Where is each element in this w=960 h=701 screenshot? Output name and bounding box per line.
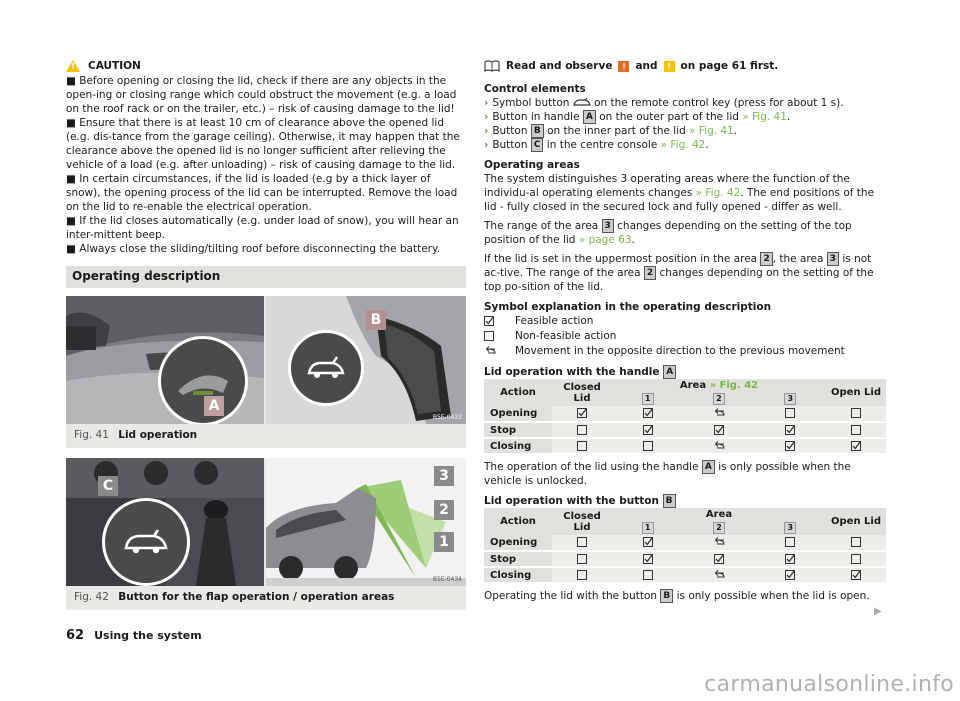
table-cell	[683, 551, 754, 567]
symbol-text: Movement in the opposite direction to the previous movement	[515, 345, 845, 357]
control-text: Button	[492, 139, 528, 151]
areas-text: is not ac-tive. The range of the area	[484, 253, 872, 279]
checkbox-checked-icon	[577, 408, 587, 418]
area-1-badge: 1	[642, 522, 654, 534]
control-elements-heading: Control elements	[484, 83, 586, 95]
button-c-circle	[102, 498, 190, 586]
key-badge: C	[531, 138, 544, 152]
area-badge: 3	[827, 252, 839, 266]
key-badge: B	[531, 124, 544, 138]
return-arrow-icon	[713, 570, 725, 580]
table-handle-operation	[484, 379, 886, 455]
book-icon	[484, 60, 500, 72]
figure-title: Lid operation	[118, 429, 198, 441]
fig-link[interactable]: » Fig. 42	[709, 380, 759, 391]
control-item	[484, 124, 886, 138]
th-open: Open Lid	[826, 508, 886, 535]
control-text: on the remote control key (press for about 1 s).	[594, 97, 844, 109]
areas-text: The system distinguishes 3 operating areas where the function of the individu-al operating elements changes	[484, 173, 850, 199]
callout-area-2: 2	[434, 500, 454, 520]
table-title-text: Lid operation with the button	[484, 495, 659, 507]
note-text: Operating the lid with the button	[484, 590, 658, 602]
caution-title: CAUTION	[88, 60, 141, 72]
th-action: Action	[484, 508, 552, 535]
table-cell	[612, 422, 683, 438]
table-cell	[755, 551, 826, 567]
control-item	[484, 96, 886, 110]
table1-title	[484, 365, 886, 379]
area-3-badge: 3	[784, 393, 796, 405]
return-arrow-icon	[713, 537, 725, 547]
table-title-text: Lid operation with the handle	[484, 366, 660, 378]
table2-title	[484, 494, 886, 508]
areas-text: If the lid is set in the uppermost position in the area	[484, 253, 758, 265]
caution-icon: !	[66, 60, 80, 72]
checkbox-empty-icon	[577, 441, 587, 451]
area-badge: 2	[644, 266, 656, 280]
table-cell	[683, 567, 754, 583]
caution-item: ■ Always close the sliding/tilting roof before disconnecting the battery.	[66, 243, 441, 255]
th-area: Area	[612, 508, 826, 521]
fig41-image-inner	[266, 296, 466, 424]
note-text: is only possible when the vehicle is unlocked.	[484, 461, 851, 487]
row-action: Stop	[484, 551, 552, 567]
checkbox-empty-icon	[484, 331, 494, 341]
symbol-text: Non-feasible action	[515, 330, 617, 342]
areas-text: , the area	[772, 253, 824, 265]
checkbox-checked-icon	[785, 570, 795, 580]
table-cell	[612, 551, 683, 567]
caution-heading	[66, 60, 466, 72]
callout-b: B	[366, 310, 386, 330]
caution-item: ■ Before opening or closing the lid, check if there are any objects in the open-ing or closing range which could obstruct the movement (e.g. a load on the roof rack or on the trailer, etc.) – risk of causing damage to the lid!	[66, 75, 457, 115]
figure-caption	[66, 586, 466, 610]
table-cell	[755, 422, 826, 438]
key-badge: A	[702, 460, 715, 474]
row-action: Stop	[484, 422, 552, 438]
caution-yellow-icon: !	[664, 61, 675, 72]
checkbox-checked-icon	[714, 425, 724, 435]
key-badge: A	[663, 365, 676, 379]
callout-area-1: 1	[434, 532, 454, 552]
table-cell	[552, 567, 612, 583]
table-cell	[683, 438, 754, 454]
chevron-right-icon: ›	[484, 97, 489, 109]
th-action: Action	[484, 379, 552, 406]
caution-item: ■ If the lid closes automatically (e.g. under load of snow), you will hear an inter-mittent beep.	[66, 215, 459, 241]
checkbox-checked-icon	[785, 554, 795, 564]
checkbox-empty-icon	[643, 441, 653, 451]
table-cell	[552, 551, 612, 567]
table-cell	[552, 535, 612, 551]
callout-c: C	[98, 476, 118, 496]
fig42-image-console	[66, 458, 264, 586]
control-end: .	[705, 139, 709, 151]
table-cell	[612, 406, 683, 422]
checkbox-empty-icon	[577, 425, 587, 435]
areas-text: .	[631, 234, 635, 246]
operating-areas-heading: Operating areas	[484, 159, 580, 171]
areas-paragraph-1	[484, 172, 886, 214]
table-cell	[683, 422, 754, 438]
control-text: on the inner part of the lid	[547, 125, 686, 137]
figure-title: Button for the flap operation / operation areas	[118, 591, 395, 603]
control-end: .	[733, 125, 738, 137]
table-cell	[755, 406, 826, 422]
fig41-image-handle	[66, 296, 264, 424]
table-cell	[755, 438, 826, 454]
area-3-badge: 3	[784, 522, 796, 534]
area-badge: 3	[602, 219, 614, 233]
table-row	[484, 406, 886, 422]
table-cell	[612, 438, 683, 454]
area-1-badge: 1	[642, 393, 654, 405]
table-cell	[612, 535, 683, 551]
trunk-button-circle	[288, 330, 364, 406]
figure-caption	[66, 424, 466, 448]
key-badge: B	[660, 589, 673, 603]
th-area-1	[612, 521, 683, 535]
area-2-badge: 2	[713, 393, 725, 405]
area-badge: 2	[760, 252, 772, 266]
read-observe-text: Read and observe	[506, 60, 613, 72]
fig-link[interactable]: » Fig. 42	[695, 187, 741, 199]
areas-text: changes depending on the setting of the top position of the lid	[484, 220, 852, 246]
checkbox-checked-icon	[785, 441, 795, 451]
checkbox-empty-icon	[643, 570, 653, 580]
key-badge: A	[583, 110, 596, 124]
checkbox-checked-icon	[643, 425, 653, 435]
th-area-3	[755, 392, 826, 406]
return-arrow-icon	[713, 441, 725, 451]
checkbox-empty-icon	[851, 408, 861, 418]
return-arrow-icon	[484, 346, 496, 356]
table-cell	[826, 438, 886, 454]
control-text: on the outer part of the lid	[599, 111, 739, 123]
table1-note	[484, 460, 886, 488]
table-cell	[552, 422, 612, 438]
checkbox-checked-icon	[484, 316, 494, 326]
section-heading: Operating description	[66, 266, 466, 288]
checkbox-checked-icon	[643, 554, 653, 564]
row-action: Closing	[484, 438, 552, 454]
th-area	[612, 379, 826, 392]
footer-section: Using the system	[94, 629, 202, 642]
row-action: Closing	[484, 567, 552, 583]
th-closed: Closed Lid	[552, 379, 612, 406]
checkbox-empty-icon	[851, 554, 861, 564]
table-cell	[826, 406, 886, 422]
fig-link[interactable]: » Fig. 42	[660, 139, 706, 151]
figure-41	[66, 296, 466, 448]
th-area-1	[612, 392, 683, 406]
table-row	[484, 551, 886, 567]
control-text: Symbol button	[492, 97, 570, 109]
page-number: 62	[66, 628, 85, 643]
th-area-2	[683, 392, 754, 406]
key-badge: B	[663, 494, 676, 508]
car-handle-zoom	[173, 361, 233, 401]
checkbox-empty-icon	[785, 537, 795, 547]
checkbox-checked-icon	[785, 425, 795, 435]
table-cell	[612, 567, 683, 583]
read-observe-line	[484, 60, 886, 72]
table-cell	[826, 535, 886, 551]
right-column	[484, 60, 886, 603]
figure-code: B5E-0434	[432, 576, 462, 583]
watermark: carmanualsonline.info	[704, 672, 954, 697]
control-text: Button in handle	[492, 111, 580, 123]
caution-item: ■ In certain circumstances, if the lid is loaded (e.g by a thick layer of snow), the opening process of the lid can be interrupted. Remove the load on the lid to re-enable the electrical operation.	[66, 173, 458, 213]
left-column	[66, 60, 466, 610]
checkbox-checked-icon	[851, 441, 861, 451]
note-text: The operation of the lid using the handle	[484, 461, 699, 473]
table-cell	[826, 422, 886, 438]
chevron-right-icon: ›	[484, 111, 489, 123]
table-cell	[826, 567, 886, 583]
symbol-row	[484, 344, 886, 359]
fig-link[interactable]: » Fig. 41	[689, 125, 734, 137]
symbol-explanation-heading: Symbol explanation in the operating description	[484, 301, 772, 313]
table-cell	[755, 535, 826, 551]
figure-code: B5E-0433	[432, 414, 462, 421]
areas-paragraph-3	[484, 252, 886, 294]
checkbox-empty-icon	[851, 425, 861, 435]
trunk-symbol-icon	[573, 98, 591, 107]
chevron-right-icon: ›	[484, 125, 489, 137]
symbol-row	[484, 314, 886, 329]
page-link[interactable]: » page 63	[578, 234, 632, 246]
table-cell	[552, 406, 612, 422]
checkbox-empty-icon	[577, 537, 587, 547]
symbol-row	[484, 329, 886, 344]
page-footer	[66, 628, 202, 643]
fig-link[interactable]: » Fig. 41	[742, 111, 787, 123]
figure-number: Fig. 41	[74, 429, 109, 441]
areas-text: . The end positions of the lid - fully closed in the secured lock and fully opened - differ as well.	[484, 187, 875, 213]
table1-body	[484, 406, 886, 454]
chevron-right-icon: ›	[484, 139, 489, 151]
table2-note	[484, 589, 886, 603]
table2-body	[484, 535, 886, 583]
areas-paragraph-2	[484, 219, 886, 247]
table-cell	[683, 406, 754, 422]
checkbox-empty-icon	[785, 408, 795, 418]
checkbox-empty-icon	[577, 570, 587, 580]
areas-text: The range of the area	[484, 220, 599, 232]
note-text: is only possible when the lid is open.	[676, 590, 870, 602]
figure-number: Fig. 42	[74, 591, 109, 603]
continue-arrow-icon: ▶	[874, 606, 882, 617]
fig42-image-areas	[266, 458, 466, 586]
symbol-text: Feasible action	[515, 315, 594, 327]
zoom-circle	[158, 336, 248, 424]
table-cell	[552, 438, 612, 454]
checkbox-checked-icon	[851, 570, 861, 580]
checkbox-empty-icon	[577, 554, 587, 564]
table-button-operation	[484, 508, 886, 584]
control-text: Button	[492, 125, 528, 137]
control-text: in the centre console	[546, 139, 658, 151]
and-text: and	[635, 60, 658, 72]
areas-text: changes depending on the setting of the top po-sition of the lid.	[484, 267, 874, 293]
area-label: Area	[679, 380, 707, 391]
th-open: Open Lid	[826, 379, 886, 406]
checkbox-checked-icon	[643, 537, 653, 547]
caution-item: ■ Ensure that there is at least 10 cm of clearance above the opened lid (e.g. dis-tance from the garage ceiling). Otherwise, it may happen that the clearance above the opened lid is no longer sufficient after relieving the vehicle of a load (e.g. after unloading) – risk of causing damage to the lid.	[66, 117, 460, 171]
callout-a: A	[204, 396, 224, 416]
trunk-open-icon	[305, 355, 347, 381]
trunk-open-icon	[122, 528, 170, 556]
table-row	[484, 438, 886, 454]
th-closed: Closed Lid	[552, 508, 612, 535]
callout-area-3: 3	[434, 466, 454, 486]
table-row	[484, 567, 886, 583]
table-row	[484, 422, 886, 438]
area-2-badge: 2	[713, 522, 725, 534]
th-area-3	[755, 521, 826, 535]
on-page-text: on page 61 first.	[680, 60, 779, 72]
return-arrow-icon	[713, 408, 725, 418]
table-cell	[826, 551, 886, 567]
control-end: .	[786, 111, 791, 123]
caution-red-icon: !	[618, 61, 629, 72]
row-action: Opening	[484, 406, 552, 422]
th-area-2	[683, 521, 754, 535]
checkbox-checked-icon	[714, 554, 724, 564]
checkbox-checked-icon	[643, 408, 653, 418]
control-item	[484, 110, 886, 124]
table-cell	[683, 535, 754, 551]
control-item	[484, 138, 886, 152]
table-row	[484, 535, 886, 551]
table-cell	[755, 567, 826, 583]
checkbox-empty-icon	[851, 537, 861, 547]
figure-42	[66, 458, 466, 610]
row-action: Opening	[484, 535, 552, 551]
